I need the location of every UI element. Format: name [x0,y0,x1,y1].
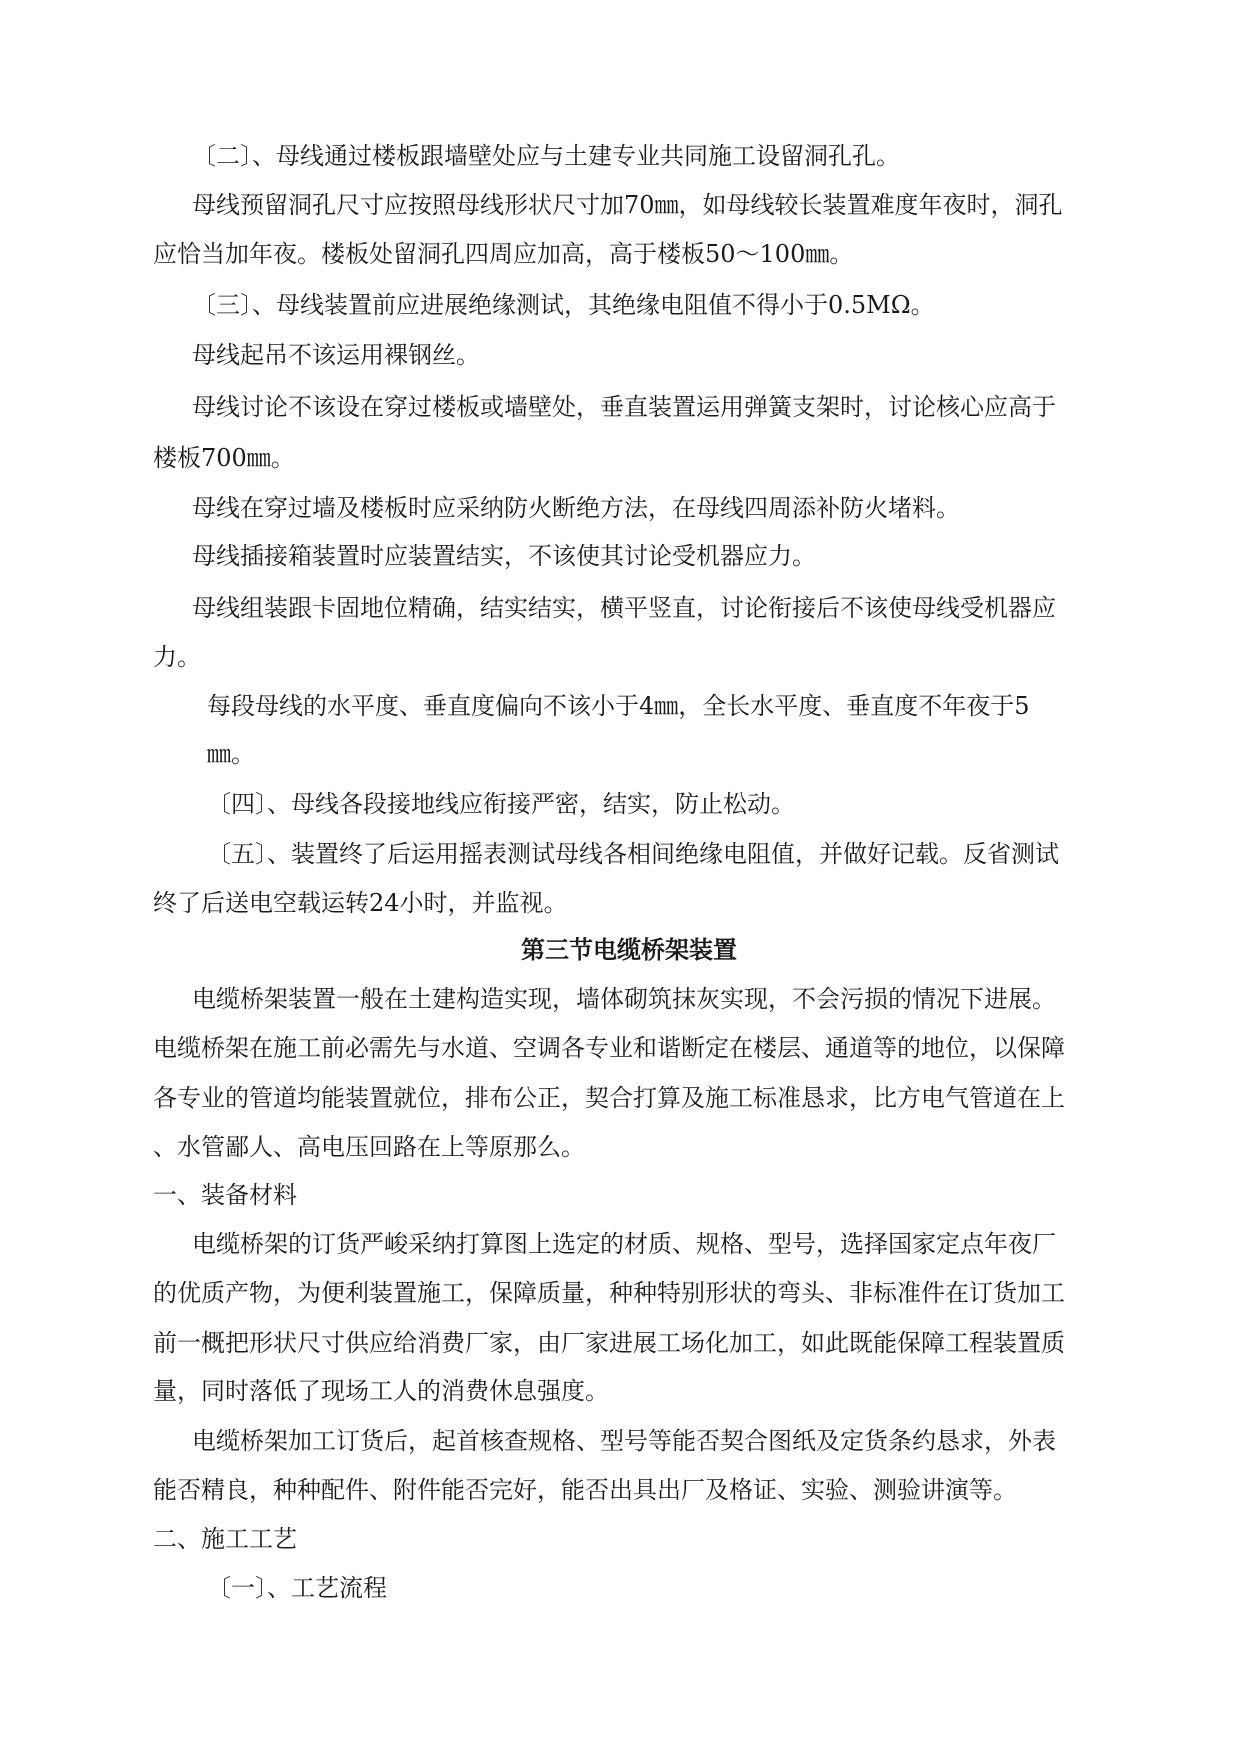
paragraph-line: 应恰当加年夜。楼板处留洞孔四周应加高，高于楼板50～100㎜。 [153,240,854,268]
paragraph-line: 〔四〕、母线各段接地线应衔接严密，结实，防止松动。 [207,790,795,818]
paragraph-line: 楼板700㎜。 [153,444,295,472]
subsection-heading: 二、施工工艺 [153,1525,297,1553]
paragraph-line: 母线在穿过墙及楼板时应采纳防火断绝方法，在母线四周添补防火堵料。 [192,494,960,522]
paragraph-line: 母线讨论不该设在穿过楼板或墙壁处，垂直装置运用弹簧支架时，讨论核心应高于 [192,393,1056,421]
paragraph-line: 电缆桥架加工订货后，起首核查规格、型号等能否契合图纸及定货条约恳求，外表 [192,1427,1056,1455]
paragraph-line: 母线组装跟卡固地位精确，结实结实，横平竖直，讨论衔接后不该使母线受机器应 [192,594,1056,622]
paragraph-line: 量，同时落低了现场工人的消费休息强度。 [153,1377,609,1405]
paragraph-line: 母线起吊不该运用裸钢丝。 [192,341,480,369]
paragraph-line: 母线预留洞孔尺寸应按照母线形状尺寸加70㎜，如母线较长装置难度年夜时，洞孔 [192,191,1063,219]
paragraph-line: ㎜。 [207,740,255,768]
paragraph-line: 〔二〕、母线通过楼板跟墙壁处应与土建专业共同施工设留洞孔孔。 [192,142,900,170]
paragraph-line: 前一概把形状尺寸供应给消费厂家，由厂家进展工场化加工，如此既能保障工程装置质 [153,1329,1065,1357]
paragraph-line: 、水管鄙人、高电压回路在上等原那么。 [153,1133,585,1161]
paragraph-line: 能否精良，种种配件、附件能否完好，能否出具出厂及格证、实验、测验讲演等。 [153,1476,1017,1504]
paragraph-line: 电缆桥架的订货严峻采纳打算图上选定的材质、规格、型号，选择国家定点年夜厂 [192,1230,1056,1258]
subsection-heading: 一、装备材料 [153,1181,297,1209]
paragraph-line: 〔三〕、母线装置前应进展绝缘测试，其绝缘电阻值不得小于0.5MΩ。 [192,291,935,319]
paragraph-line: 各专业的管道均能装置就位，排布公正，契合打算及施工标准恳求，比方电气管道在上 [153,1084,1065,1112]
paragraph-line: 〔五〕、装置终了后运用摇表测试母线各相间绝缘电阻值，并做好记载。反省测试 [207,840,1059,868]
paragraph-line: 的优质产物，为便利装置施工，保障质量，种种特别形状的弯头、非标准件在订货加工 [153,1279,1065,1307]
section-heading: 第三节电缆桥架装置 [521,936,737,964]
paragraph-line: 母线插接箱装置时应装置结实，不该使其讨论受机器应力。 [192,542,816,570]
subsection-heading: 〔一〕、工艺流程 [207,1574,387,1602]
paragraph-line: 每段母线的水平度、垂直度偏向不该小于4㎜，全长水平度、垂直度不年夜于5 [207,692,1030,720]
paragraph-line: 终了后送电空载运转24小时，并监视。 [153,889,568,917]
paragraph-line: 力。 [153,643,201,671]
paragraph-line: 电缆桥架装置一般在土建构造实现，墙体砌筑抹灰实现，不会污损的情况下进展。 [192,985,1056,1013]
paragraph-line: 电缆桥架在施工前必需先与水道、空调各专业和谐断定在楼层、通道等的地位，以保障 [153,1034,1065,1062]
